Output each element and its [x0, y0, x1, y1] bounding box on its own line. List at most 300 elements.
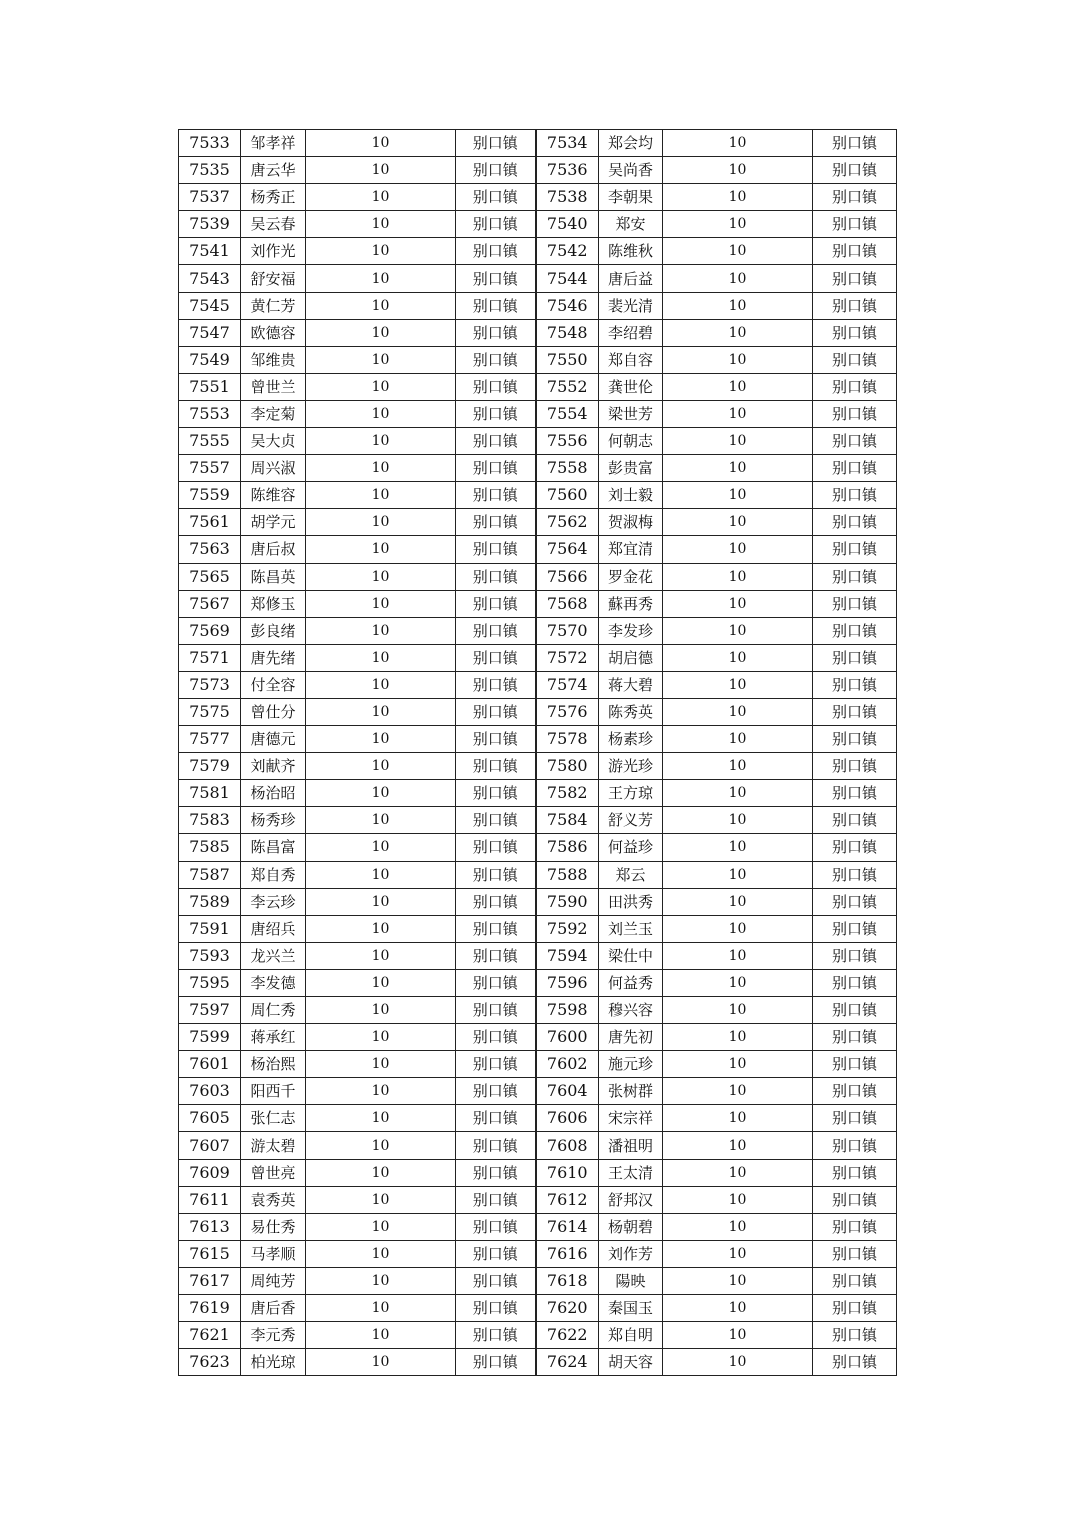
left-town-name-cell: 别口镇: [456, 211, 536, 238]
left-person-name-cell: 彭良绪: [241, 617, 306, 644]
left-amount-cell: 10: [306, 1159, 456, 1186]
left-person-name-cell: 马孝顺: [241, 1240, 306, 1267]
right-person-name-cell: 潘祖明: [599, 1132, 663, 1159]
left-town-name-cell: 别口镇: [456, 1105, 536, 1132]
right-record-id-cell: 7588: [536, 861, 599, 888]
table-row: [179, 1132, 897, 1159]
table-row: [179, 1186, 897, 1213]
left-town-name-cell: 别口镇: [456, 157, 536, 184]
right-record-id-cell: 7538: [536, 184, 599, 211]
left-record-id-cell: 7535: [179, 157, 241, 184]
left-person-name-cell: 邹维贵: [241, 346, 306, 373]
right-town-name-cell: 别口镇: [813, 265, 897, 292]
right-amount-cell: 10: [663, 671, 813, 698]
right-record-id-cell: 7610: [536, 1159, 599, 1186]
left-person-name-cell: 杨治昭: [241, 780, 306, 807]
right-record-id-cell: 7560: [536, 482, 599, 509]
left-record-id-cell: 7549: [179, 346, 241, 373]
right-town-name-cell: 别口镇: [813, 157, 897, 184]
right-record-id-cell: 7570: [536, 617, 599, 644]
right-person-name-cell: 游光珍: [599, 753, 663, 780]
left-amount-cell: 10: [306, 373, 456, 400]
left-town-name-cell: 别口镇: [456, 509, 536, 536]
left-person-name-cell: 袁秀英: [241, 1186, 306, 1213]
right-record-id-cell: 7542: [536, 238, 599, 265]
left-record-id-cell: 7609: [179, 1159, 241, 1186]
right-record-id-cell: 7572: [536, 644, 599, 671]
table-row: [179, 1295, 897, 1322]
left-person-name-cell: 陈昌富: [241, 834, 306, 861]
right-person-name-cell: 彭贵富: [599, 455, 663, 482]
right-town-name-cell: 别口镇: [813, 942, 897, 969]
right-record-id-cell: 7536: [536, 157, 599, 184]
right-record-id-cell: 7616: [536, 1240, 599, 1267]
left-amount-cell: 10: [306, 997, 456, 1024]
table-row: [179, 346, 897, 373]
right-town-name-cell: 别口镇: [813, 1322, 897, 1349]
right-amount-cell: 10: [663, 265, 813, 292]
table-row: [179, 915, 897, 942]
left-town-name-cell: 别口镇: [456, 969, 536, 996]
left-town-name-cell: 别口镇: [456, 780, 536, 807]
left-amount-cell: 10: [306, 698, 456, 725]
right-amount-cell: 10: [663, 888, 813, 915]
right-town-name-cell: 别口镇: [813, 563, 897, 590]
left-amount-cell: 10: [306, 1267, 456, 1294]
left-town-name-cell: 别口镇: [456, 1267, 536, 1294]
right-amount-cell: 10: [663, 1051, 813, 1078]
right-person-name-cell: 陈维秋: [599, 238, 663, 265]
right-record-id-cell: 7566: [536, 563, 599, 590]
left-record-id-cell: 7605: [179, 1105, 241, 1132]
right-record-id-cell: 7612: [536, 1186, 599, 1213]
right-person-name-cell: 梁世芳: [599, 400, 663, 427]
table-row: [179, 265, 897, 292]
right-person-name-cell: 罗金花: [599, 563, 663, 590]
left-amount-cell: 10: [306, 644, 456, 671]
left-person-name-cell: 周兴淑: [241, 455, 306, 482]
left-town-name-cell: 别口镇: [456, 1186, 536, 1213]
left-town-name-cell: 别口镇: [456, 536, 536, 563]
right-amount-cell: 10: [663, 1105, 813, 1132]
right-person-name-cell: 田洪秀: [599, 888, 663, 915]
right-town-name-cell: 别口镇: [813, 346, 897, 373]
left-person-name-cell: 刘献齐: [241, 753, 306, 780]
right-amount-cell: 10: [663, 1024, 813, 1051]
left-person-name-cell: 唐后香: [241, 1295, 306, 1322]
right-amount-cell: 10: [663, 1132, 813, 1159]
right-person-name-cell: 郑自容: [599, 346, 663, 373]
right-amount-cell: 10: [663, 509, 813, 536]
right-person-name-cell: 李绍碧: [599, 319, 663, 346]
table-row: [179, 400, 897, 427]
right-person-name-cell: 陽映: [599, 1267, 663, 1294]
left-person-name-cell: 郑自秀: [241, 861, 306, 888]
right-record-id-cell: 7624: [536, 1349, 599, 1376]
left-amount-cell: 10: [306, 753, 456, 780]
right-town-name-cell: 别口镇: [813, 1186, 897, 1213]
left-record-id-cell: 7581: [179, 780, 241, 807]
right-person-name-cell: 施元珍: [599, 1051, 663, 1078]
right-record-id-cell: 7586: [536, 834, 599, 861]
left-town-name-cell: 别口镇: [456, 400, 536, 427]
table-row: [179, 617, 897, 644]
left-person-name-cell: 唐绍兵: [241, 915, 306, 942]
right-person-name-cell: 贺淑梅: [599, 509, 663, 536]
left-town-name-cell: 别口镇: [456, 807, 536, 834]
right-town-name-cell: 别口镇: [813, 1240, 897, 1267]
left-town-name-cell: 别口镇: [456, 428, 536, 455]
table-row: [179, 455, 897, 482]
left-town-name-cell: 别口镇: [456, 888, 536, 915]
left-record-id-cell: 7589: [179, 888, 241, 915]
left-person-name-cell: 柏光琼: [241, 1349, 306, 1376]
left-amount-cell: 10: [306, 888, 456, 915]
table-row: [179, 1078, 897, 1105]
right-amount-cell: 10: [663, 834, 813, 861]
table-row: [179, 563, 897, 590]
left-amount-cell: 10: [306, 482, 456, 509]
right-amount-cell: 10: [663, 292, 813, 319]
left-amount-cell: 10: [306, 1051, 456, 1078]
left-record-id-cell: 7587: [179, 861, 241, 888]
left-amount-cell: 10: [306, 157, 456, 184]
left-person-name-cell: 唐云华: [241, 157, 306, 184]
left-amount-cell: 10: [306, 509, 456, 536]
left-person-name-cell: 邹孝祥: [241, 130, 306, 157]
table-row: [179, 373, 897, 400]
table-row: [179, 969, 897, 996]
right-record-id-cell: 7594: [536, 942, 599, 969]
right-person-name-cell: 唐先初: [599, 1024, 663, 1051]
right-record-id-cell: 7584: [536, 807, 599, 834]
right-record-id-cell: 7620: [536, 1295, 599, 1322]
right-record-id-cell: 7580: [536, 753, 599, 780]
right-amount-cell: 10: [663, 644, 813, 671]
right-person-name-cell: 裴光清: [599, 292, 663, 319]
left-person-name-cell: 李发德: [241, 969, 306, 996]
left-record-id-cell: 7571: [179, 644, 241, 671]
right-town-name-cell: 别口镇: [813, 861, 897, 888]
left-amount-cell: 10: [306, 292, 456, 319]
left-town-name-cell: 别口镇: [456, 319, 536, 346]
left-person-name-cell: 吴云春: [241, 211, 306, 238]
right-town-name-cell: 别口镇: [813, 969, 897, 996]
right-record-id-cell: 7600: [536, 1024, 599, 1051]
right-amount-cell: 10: [663, 1349, 813, 1376]
left-person-name-cell: 陈昌英: [241, 563, 306, 590]
left-person-name-cell: 欧德容: [241, 319, 306, 346]
left-amount-cell: 10: [306, 184, 456, 211]
right-town-name-cell: 别口镇: [813, 292, 897, 319]
right-amount-cell: 10: [663, 400, 813, 427]
right-person-name-cell: 胡天容: [599, 1349, 663, 1376]
left-person-name-cell: 郑修玉: [241, 590, 306, 617]
left-town-name-cell: 别口镇: [456, 482, 536, 509]
right-person-name-cell: 陈秀英: [599, 698, 663, 725]
left-record-id-cell: 7537: [179, 184, 241, 211]
left-amount-cell: 10: [306, 807, 456, 834]
left-record-id-cell: 7575: [179, 698, 241, 725]
left-person-name-cell: 李元秀: [241, 1322, 306, 1349]
left-record-id-cell: 7561: [179, 509, 241, 536]
left-amount-cell: 10: [306, 536, 456, 563]
right-town-name-cell: 别口镇: [813, 1213, 897, 1240]
right-town-name-cell: 别口镇: [813, 1051, 897, 1078]
left-record-id-cell: 7583: [179, 807, 241, 834]
right-amount-cell: 10: [663, 184, 813, 211]
right-record-id-cell: 7606: [536, 1105, 599, 1132]
left-person-name-cell: 张仁志: [241, 1105, 306, 1132]
left-town-name-cell: 别口镇: [456, 373, 536, 400]
right-town-name-cell: 别口镇: [813, 1159, 897, 1186]
right-town-name-cell: 别口镇: [813, 780, 897, 807]
right-person-name-cell: 梁仕中: [599, 942, 663, 969]
table-row: [179, 536, 897, 563]
left-town-name-cell: 别口镇: [456, 942, 536, 969]
right-town-name-cell: 别口镇: [813, 915, 897, 942]
left-person-name-cell: 黄仁芳: [241, 292, 306, 319]
right-person-name-cell: 郑宜清: [599, 536, 663, 563]
left-person-name-cell: 蒋承红: [241, 1024, 306, 1051]
left-amount-cell: 10: [306, 563, 456, 590]
left-record-id-cell: 7619: [179, 1295, 241, 1322]
right-person-name-cell: 李朝果: [599, 184, 663, 211]
left-amount-cell: 10: [306, 1132, 456, 1159]
right-amount-cell: 10: [663, 563, 813, 590]
roster-table: [178, 129, 897, 1376]
left-amount-cell: 10: [306, 319, 456, 346]
right-town-name-cell: 别口镇: [813, 1295, 897, 1322]
left-amount-cell: 10: [306, 726, 456, 753]
left-amount-cell: 10: [306, 915, 456, 942]
left-town-name-cell: 别口镇: [456, 130, 536, 157]
right-town-name-cell: 别口镇: [813, 211, 897, 238]
right-town-name-cell: 别口镇: [813, 1132, 897, 1159]
left-record-id-cell: 7565: [179, 563, 241, 590]
left-record-id-cell: 7601: [179, 1051, 241, 1078]
right-amount-cell: 10: [663, 1159, 813, 1186]
right-record-id-cell: 7562: [536, 509, 599, 536]
right-town-name-cell: 别口镇: [813, 590, 897, 617]
left-record-id-cell: 7621: [179, 1322, 241, 1349]
right-amount-cell: 10: [663, 157, 813, 184]
right-town-name-cell: 别口镇: [813, 509, 897, 536]
right-person-name-cell: 唐后益: [599, 265, 663, 292]
left-person-name-cell: 杨治熙: [241, 1051, 306, 1078]
right-town-name-cell: 别口镇: [813, 130, 897, 157]
right-record-id-cell: 7548: [536, 319, 599, 346]
left-record-id-cell: 7607: [179, 1132, 241, 1159]
right-town-name-cell: 别口镇: [813, 997, 897, 1024]
left-record-id-cell: 7603: [179, 1078, 241, 1105]
left-person-name-cell: 杨秀正: [241, 184, 306, 211]
table-row: [179, 861, 897, 888]
table-row: [179, 238, 897, 265]
right-amount-cell: 10: [663, 1322, 813, 1349]
left-record-id-cell: 7543: [179, 265, 241, 292]
left-town-name-cell: 别口镇: [456, 346, 536, 373]
table-row: [179, 130, 897, 157]
right-person-name-cell: 郑安: [599, 211, 663, 238]
table-row: [179, 834, 897, 861]
left-record-id-cell: 7541: [179, 238, 241, 265]
left-record-id-cell: 7599: [179, 1024, 241, 1051]
right-amount-cell: 10: [663, 726, 813, 753]
right-person-name-cell: 刘作芳: [599, 1240, 663, 1267]
right-amount-cell: 10: [663, 536, 813, 563]
left-amount-cell: 10: [306, 238, 456, 265]
right-amount-cell: 10: [663, 915, 813, 942]
right-amount-cell: 10: [663, 807, 813, 834]
left-amount-cell: 10: [306, 1105, 456, 1132]
left-amount-cell: 10: [306, 1213, 456, 1240]
left-record-id-cell: 7585: [179, 834, 241, 861]
right-town-name-cell: 别口镇: [813, 1267, 897, 1294]
right-amount-cell: 10: [663, 130, 813, 157]
right-record-id-cell: 7556: [536, 428, 599, 455]
table-row: [179, 319, 897, 346]
right-amount-cell: 10: [663, 1078, 813, 1105]
left-record-id-cell: 7591: [179, 915, 241, 942]
left-record-id-cell: 7615: [179, 1240, 241, 1267]
left-person-name-cell: 曾世亮: [241, 1159, 306, 1186]
left-amount-cell: 10: [306, 969, 456, 996]
left-record-id-cell: 7579: [179, 753, 241, 780]
left-record-id-cell: 7533: [179, 130, 241, 157]
left-person-name-cell: 舒安福: [241, 265, 306, 292]
left-town-name-cell: 别口镇: [456, 1024, 536, 1051]
left-record-id-cell: 7563: [179, 536, 241, 563]
left-town-name-cell: 别口镇: [456, 1322, 536, 1349]
left-person-name-cell: 刘作光: [241, 238, 306, 265]
left-amount-cell: 10: [306, 346, 456, 373]
right-amount-cell: 10: [663, 1267, 813, 1294]
left-town-name-cell: 别口镇: [456, 671, 536, 698]
table-row: [179, 482, 897, 509]
left-amount-cell: 10: [306, 834, 456, 861]
left-record-id-cell: 7573: [179, 671, 241, 698]
right-record-id-cell: 7614: [536, 1213, 599, 1240]
right-person-name-cell: 刘兰玉: [599, 915, 663, 942]
left-record-id-cell: 7593: [179, 942, 241, 969]
right-town-name-cell: 别口镇: [813, 1078, 897, 1105]
left-record-id-cell: 7577: [179, 726, 241, 753]
right-person-name-cell: 郑云: [599, 861, 663, 888]
left-town-name-cell: 别口镇: [456, 563, 536, 590]
right-person-name-cell: 王太清: [599, 1159, 663, 1186]
right-person-name-cell: 舒邦汉: [599, 1186, 663, 1213]
left-person-name-cell: 曾仕分: [241, 698, 306, 725]
right-town-name-cell: 别口镇: [813, 428, 897, 455]
left-record-id-cell: 7617: [179, 1267, 241, 1294]
left-amount-cell: 10: [306, 130, 456, 157]
table-row: [179, 157, 897, 184]
right-person-name-cell: 郑会均: [599, 130, 663, 157]
left-person-name-cell: 易仕秀: [241, 1213, 306, 1240]
table-row: [179, 1213, 897, 1240]
right-amount-cell: 10: [663, 455, 813, 482]
right-amount-cell: 10: [663, 319, 813, 346]
right-person-name-cell: 蒋大碧: [599, 671, 663, 698]
right-person-name-cell: 郑自明: [599, 1322, 663, 1349]
right-amount-cell: 10: [663, 428, 813, 455]
table-row: [179, 1267, 897, 1294]
left-town-name-cell: 别口镇: [456, 997, 536, 1024]
table-row: [179, 997, 897, 1024]
left-record-id-cell: 7613: [179, 1213, 241, 1240]
left-amount-cell: 10: [306, 1295, 456, 1322]
right-record-id-cell: 7544: [536, 265, 599, 292]
right-record-id-cell: 7578: [536, 726, 599, 753]
left-record-id-cell: 7547: [179, 319, 241, 346]
table-row: [179, 509, 897, 536]
left-person-name-cell: 唐德元: [241, 726, 306, 753]
left-person-name-cell: 李定菊: [241, 400, 306, 427]
table-row: [179, 1159, 897, 1186]
right-person-name-cell: 何朝志: [599, 428, 663, 455]
left-record-id-cell: 7595: [179, 969, 241, 996]
right-town-name-cell: 别口镇: [813, 726, 897, 753]
left-town-name-cell: 别口镇: [456, 698, 536, 725]
right-record-id-cell: 7602: [536, 1051, 599, 1078]
right-town-name-cell: 别口镇: [813, 807, 897, 834]
left-town-name-cell: 别口镇: [456, 1295, 536, 1322]
left-amount-cell: 10: [306, 671, 456, 698]
right-record-id-cell: 7558: [536, 455, 599, 482]
left-town-name-cell: 别口镇: [456, 1213, 536, 1240]
right-record-id-cell: 7608: [536, 1132, 599, 1159]
table-row: [179, 888, 897, 915]
left-amount-cell: 10: [306, 1322, 456, 1349]
left-amount-cell: 10: [306, 400, 456, 427]
left-town-name-cell: 别口镇: [456, 1078, 536, 1105]
table-row: [179, 726, 897, 753]
right-record-id-cell: 7582: [536, 780, 599, 807]
right-amount-cell: 10: [663, 211, 813, 238]
left-amount-cell: 10: [306, 861, 456, 888]
table-row: [179, 1240, 897, 1267]
left-record-id-cell: 7597: [179, 997, 241, 1024]
left-amount-cell: 10: [306, 942, 456, 969]
right-town-name-cell: 别口镇: [813, 888, 897, 915]
table-row: [179, 753, 897, 780]
left-record-id-cell: 7557: [179, 455, 241, 482]
right-amount-cell: 10: [663, 590, 813, 617]
left-amount-cell: 10: [306, 617, 456, 644]
right-town-name-cell: 别口镇: [813, 1105, 897, 1132]
right-person-name-cell: 宋宗祥: [599, 1105, 663, 1132]
left-person-name-cell: 周纯芳: [241, 1267, 306, 1294]
right-amount-cell: 10: [663, 346, 813, 373]
left-town-name-cell: 别口镇: [456, 644, 536, 671]
table-row: [179, 1024, 897, 1051]
left-town-name-cell: 别口镇: [456, 455, 536, 482]
right-record-id-cell: 7546: [536, 292, 599, 319]
left-town-name-cell: 别口镇: [456, 292, 536, 319]
table-row: [179, 1105, 897, 1132]
right-town-name-cell: 别口镇: [813, 834, 897, 861]
right-amount-cell: 10: [663, 482, 813, 509]
right-person-name-cell: 吴尚香: [599, 157, 663, 184]
left-amount-cell: 10: [306, 590, 456, 617]
left-person-name-cell: 吴大贞: [241, 428, 306, 455]
left-amount-cell: 10: [306, 1078, 456, 1105]
right-record-id-cell: 7574: [536, 671, 599, 698]
left-amount-cell: 10: [306, 1349, 456, 1376]
right-record-id-cell: 7540: [536, 211, 599, 238]
right-record-id-cell: 7622: [536, 1322, 599, 1349]
